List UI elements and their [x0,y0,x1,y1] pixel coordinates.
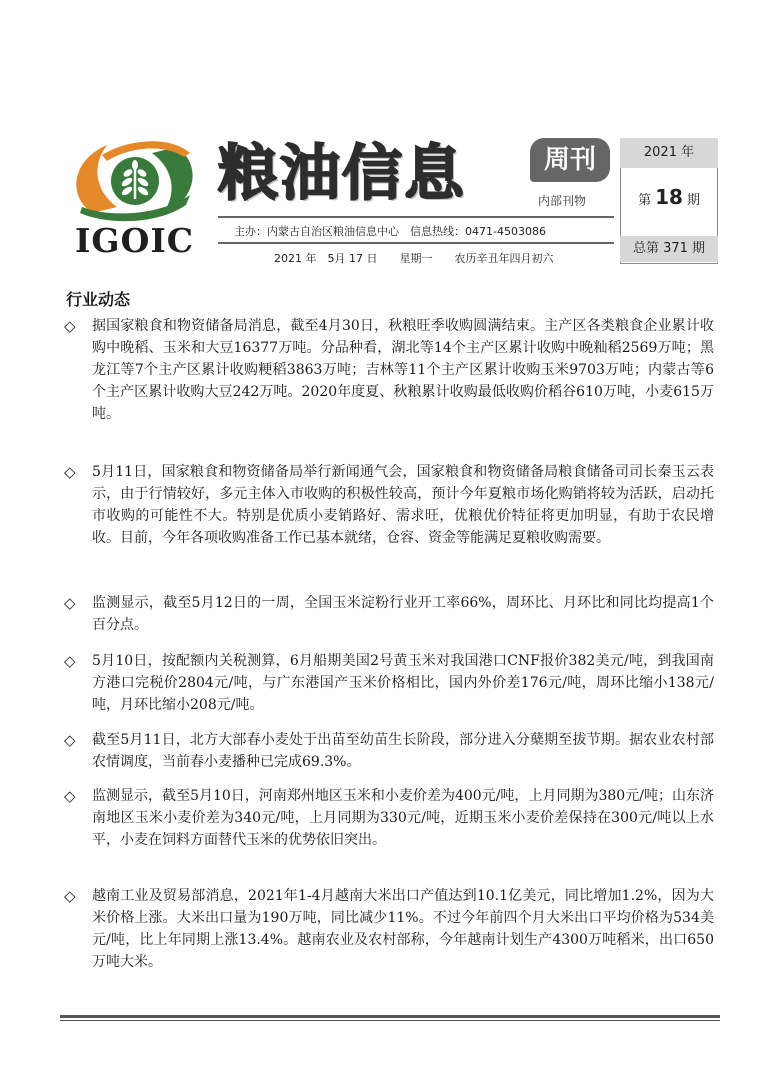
issue-prefix: 第 [638,193,652,208]
news-text: 截至5月11日，北方大部春小麦处于出苗至幼苗生长阶段，部分进入分蘖期至拔节期。据农业农村部农情调度，当前春小麦播种已完成69.3%。 [92,732,714,770]
issue-date: 2021 年 5月 17 日 星期一 农历辛丑年四月初六 [274,252,554,265]
issue-suffix: 期 [686,193,700,208]
news-item [64,729,714,773]
footer-rule [60,1020,720,1021]
section-title: 行业动态 [66,290,131,309]
news-text: 5月10日，按配额内关税测算，6月船期美国2号黄玉米对我国港口CNF报价382美元/吨，到我国南方港口完税价2804元/吨，与广东港国产玉米价格相比，国内外价差176元/吨，周环比缩小138元/吨，月环比缩小208元/吨。 [92,653,714,713]
diamond-bullet-icon: ◇ [64,887,76,905]
issue-number [620,185,718,209]
news-item [64,461,714,549]
diamond-bullet-icon: ◇ [64,652,76,670]
news-item [64,592,714,636]
sponsor-line: 主办：内蒙古自治区粮油信息中心 信息热线：0471-4503086 [234,225,546,238]
logo [62,135,207,265]
news-text: 据国家粮食和物资储备局消息，截至4月30日，秋粮旺季收购圆满结束。主产区各类粮食企业累计收购中晚稻、玉米和大豆16377万吨。分品种看，湖北等14个主产区累计收购中晚籼稻2569万吨；黑龙江等7个主产区累计收购粳稻3863万吨；吉林等11个主产区累计收购玉米9703万吨；内蒙古等6个主产区累计收购大豆242万吨。2020年度夏、秋粮累计收购最低收购价稻谷610万吨，小麦615万吨。 [92,318,714,422]
news-item [64,785,714,851]
news-text: 监测显示，截至5月12日的一周，全国玉米淀粉行业开工率66%，周环比、月环比和同比均提高1个百分点。 [92,595,714,633]
news-item [64,315,714,425]
issue-number-value: 18 [655,185,683,209]
header-divider [218,216,614,218]
logo-emblem-icon [62,135,207,225]
news-item [64,650,714,716]
header-divider [218,242,614,244]
logo-text: IGOIC [74,221,195,260]
footer-rule [60,1015,720,1018]
news-text: 5月11日，国家粮食和物资储备局举行新闻通气会，国家粮食和物资储备局粮食储备司司长秦玉云表示，由于行情较好，多元主体入市收购的积极性较高，预计今年夏粮市场化购销将较为活跃，启动托市收购的可能性不大。特别是优质小麦销路好、需求旺，优粮优价特征将更加明显，有助于农民增收。目前，今年各项收购准备工作已基本就绪，仓容、资金等能满足夏粮收购需要。 [92,464,714,546]
news-text: 监测显示，截至5月10日，河南郑州地区玉米和小麦价差为400元/吨，上月同期为380元/吨；山东济南地区玉米小麦价差为340元/吨，上月同期为330元/吨，近期玉米小麦价差保持在300元/吨以上水平，小麦在饲料方面替代玉米的优势依旧突出。 [92,788,714,848]
diamond-bullet-icon: ◇ [64,317,76,335]
diamond-bullet-icon: ◇ [64,787,76,805]
diamond-bullet-icon: ◇ [64,594,76,612]
internal-publication-label: 内部刊物 [538,194,587,208]
weekly-label: 周刊 [543,145,596,175]
diamond-bullet-icon: ◇ [64,463,76,481]
masthead-title: 粮油信息 [218,139,466,209]
issue-total: 总第 371 期 [620,236,718,262]
news-text: 越南工业及贸易部消息，2021年1-4月越南大米出口产值达到10.1亿美元，同比增加1.2%，因为大米价格上涨。大米出口量为190万吨，同比减少11%。不过今年前四个月大米出口平均价格为534美元/吨，比上年同期上涨13.4%。越南农业及农村部称，今年越南计划生产4300万吨稻米，出口650万吨大米。 [92,888,714,970]
news-item [64,885,714,973]
diamond-bullet-icon: ◇ [64,731,76,749]
issue-year: 2021 年 [620,138,718,168]
